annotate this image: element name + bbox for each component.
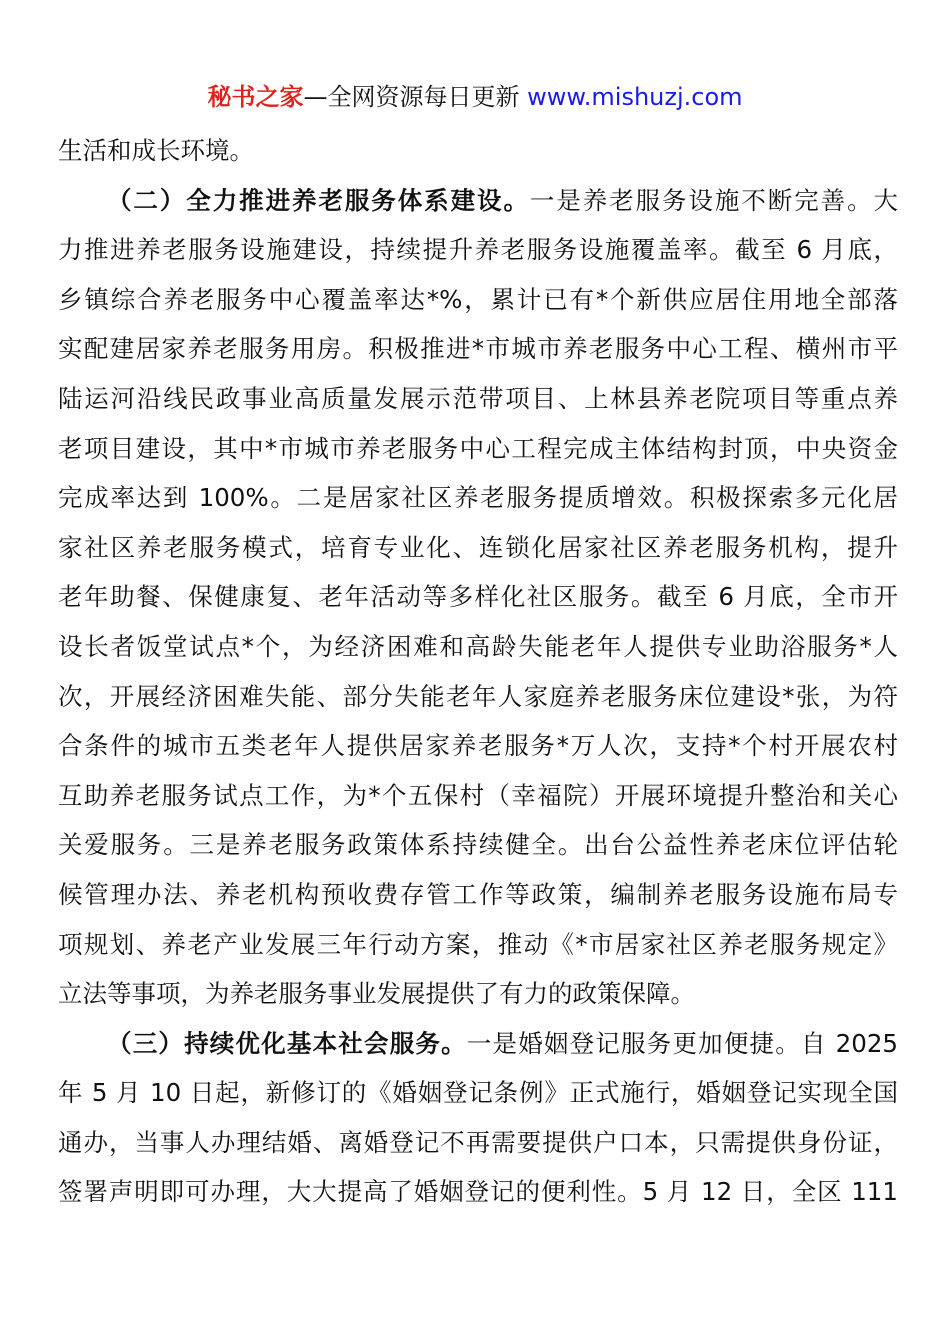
site-header [0, 80, 950, 114]
text-line [58, 1019, 898, 1069]
text-line: 乡镇综合养老服务中心覆盖率达*%，累计已有*个新供应居住用地全部落 [58, 284, 898, 314]
line-text: 一是养老服务设施不断完善。大 [529, 185, 899, 215]
text-line: 老项目建设，其中*市城市养老服务中心工程完成主体结构封顶，中央资金 [58, 433, 898, 463]
text-line: 立法等事项，为养老服务事业发展提供了有力的政策保障。 [58, 979, 695, 1009]
site-brand: 秘书之家 [207, 83, 304, 111]
site-url[interactable]: www.mishuzj.com [527, 83, 743, 111]
text-line: 年 5 月 10 日起，新修订的《婚姻登记条例》正式施行，婚姻登记实现全国 [58, 1078, 898, 1108]
paragraph [58, 176, 898, 1019]
text-line: 签署声明即可办理，大大提高了婚姻登记的便利性。5 月 12 日，全区 111 [58, 1177, 898, 1207]
text-line: 实配建居家养老服务用房。积极推进*市城市养老服务中心工程、横州市平 [58, 334, 898, 364]
text-line: 设长者饭堂试点*个，为经济困难和高龄失能老年人提供专业助浴服务*人 [58, 631, 898, 661]
paragraph [58, 126, 898, 176]
text-line: 生活和成长环境。 [58, 136, 254, 165]
text-line: 合条件的城市五类老年人提供居家养老服务*万人次，支持*个村开展农村 [58, 731, 898, 761]
text-line: 老年助餐、保健康复、老年活动等多样化社区服务。截至 6 月底，全市开 [58, 582, 898, 612]
text-line: 关爱服务。三是养老服务政策体系持续健全。出台公益性养老床位评估轮 [58, 830, 898, 860]
paragraph [58, 1019, 898, 1217]
section-heading: （二）全力推进养老服务体系建设。 [107, 185, 530, 215]
text-line: 力推进养老服务设施建设，持续提升养老服务设施覆盖率。截至 6 月底， [58, 235, 898, 265]
site-tagline: —全网资源每日更新 [303, 83, 528, 111]
text-line: 候管理办法、养老机构预收费存管工作等政策，编制养老服务设施布局专 [58, 879, 898, 909]
document-body [58, 126, 898, 1217]
text-line: 完成率达到 100%。二是居家社区养老服务提质增效。积极探索多元化居 [58, 483, 898, 513]
text-line: 陆运河沿线民政事业高质量发展示范带项目、上林县养老院项目等重点养 [58, 383, 898, 413]
section-heading: （三）持续优化基本社会服务。 [107, 1028, 467, 1058]
text-line: 项规划、养老产业发展三年行动方案，推动《*市居家社区养老服务规定》 [58, 929, 898, 959]
text-line [58, 176, 898, 226]
text-line: 次，开展经济困难失能、部分失能老年人家庭养老服务床位建设*张，为符 [58, 681, 898, 711]
text-line: 家社区养老服务模式，培育专业化、连锁化居家社区养老服务机构，提升 [58, 532, 898, 562]
text-line: 通办，当事人办理结婚、离婚登记不再需要提供户口本，只需提供身份证， [58, 1127, 898, 1157]
text-line: 互助养老服务试点工作，为*个五保村（幸福院）开展环境提升整治和关心 [58, 780, 898, 810]
line-text: 一是婚姻登记服务更加便捷。自 2025 [466, 1028, 898, 1058]
